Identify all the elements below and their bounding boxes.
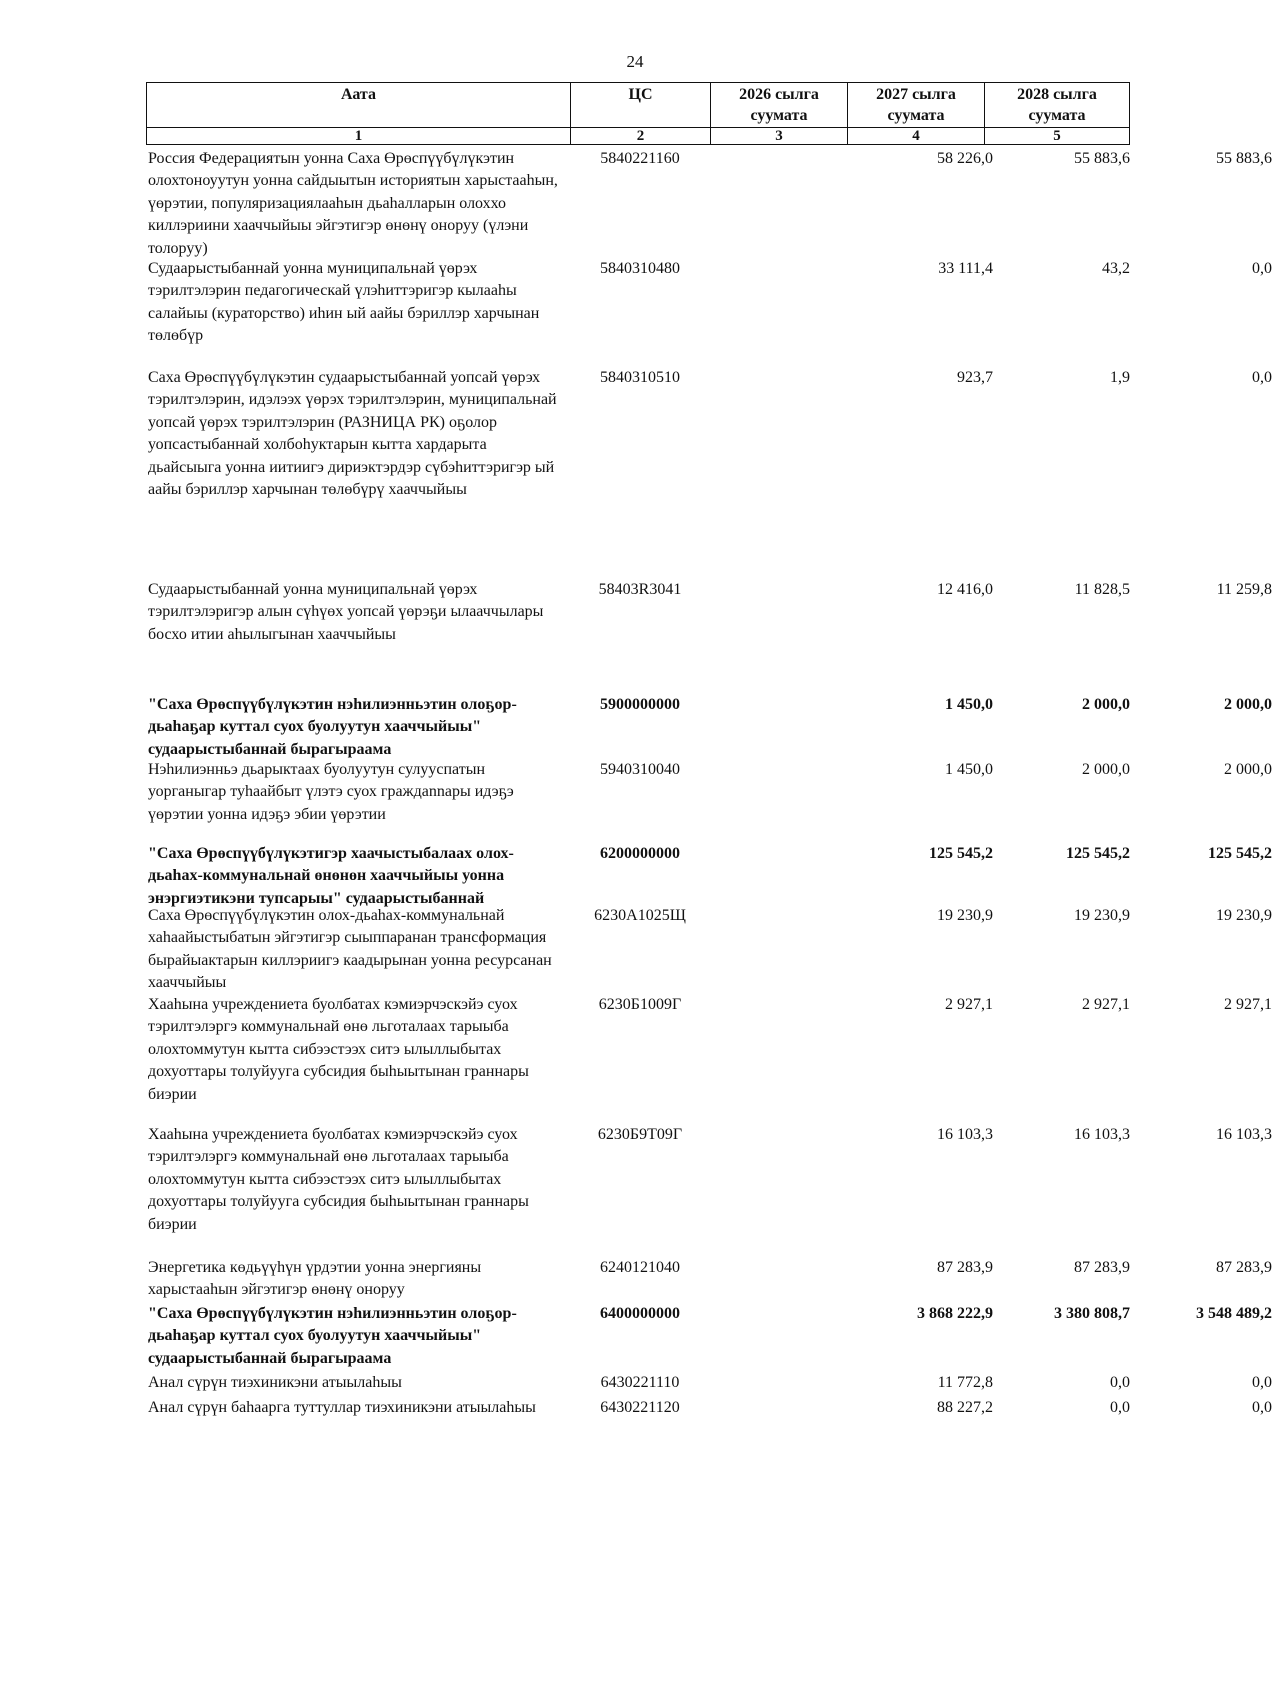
row-code: 5840310480 [600,260,680,277]
row-value-2027: 2 927,1 [1082,996,1130,1013]
row-value-2027: 3 380 808,7 [1054,1305,1130,1322]
row-value-2026: 16 103,3 [937,1126,993,1143]
page-number: 24 [626,52,644,71]
row-name: Саха Өрөспүүбүлүкэтин судаарыстыбаннай уопсай үөрэх тэрилтэлэрин, идэлээх үөрэх тэрилтэлэрин, муниципальнай уопсай үөрэх тэрилтэлэрин (РАЗНИЦА РК) оҕолор уопсастыбаннай холбоһуктарын кытта хардарыта дьайсыыга уонна иитиигэ дириэктэрдэр сүбэһиттэригэр ый аайы бэриллэр харчынан төлөбүрү хааччыйыы [148,369,557,499]
row-code: 6430221110 [600,1374,680,1391]
row-name: "Саха Өрөспүүбүлүкэтин нэһилиэнньэтин олоҕор-дьаһаҕар куттал суох буолуутун хааччыйыы" судаарыстыбаннай бырагыраама [148,696,517,758]
row-value-2027: 43,2 [1102,260,1130,277]
row-code: 5940310040 [600,761,680,778]
row-value-2027: 2 000,0 [1082,696,1130,713]
row-value-2028: 0,0 [1252,260,1272,277]
row-value-2026: 1 450,0 [945,696,993,713]
row-value-2026: 125 545,2 [929,845,993,862]
row-value-2027: 19 230,9 [1074,907,1130,924]
header-2028: 2028 сылга суумата [985,83,1130,128]
row-value-2027: 0,0 [1110,1374,1130,1391]
row-value-2026: 88 227,2 [937,1399,993,1416]
row-name: Россия Федерациятын уонна Саха Өрөспүүбүлүкэтин олохтоноуутун уонна сайдыытын историятын харыстааһын, үөрэтии, популяризациялааһын дьаһалларын олоххо киллэриини хааччыйыы эйгэтигэр өнөнү онoруу (үлэни толоруу) [148,150,558,257]
row-code: 6230Б9Т09Г [597,1126,683,1143]
row-value-2027: 16 103,3 [1074,1126,1130,1143]
row-value-2028: 0,0 [1252,369,1272,386]
row-value-2028: 11 259,8 [1216,581,1272,598]
row-name: "Саха Өрөспүүбүлүкэтигэр хаачыстыбалаах олох-дьаһах-коммунальнай өнөнөн хааччыйыы уонна энэргиэтикэни тупсарыы" судаарыстыбаннай [148,845,514,907]
row-code: 5840221160 [600,150,680,167]
row-value-2027: 87 283,9 [1074,1259,1130,1276]
row-name: "Саха Өрөспүүбүлүкэтин нэһилиэнньэтин олоҕор-дьаһаҕар куттал суох буолуутун хааччыйыы" судаарыстыбаннай бырагыраама [148,1305,517,1367]
table-header [146,82,1130,145]
row-value-2027: 125 545,2 [1066,845,1130,862]
row-value-2028: 2 000,0 [1224,696,1272,713]
row-value-2028: 0,0 [1252,1399,1272,1416]
row-value-2028: 0,0 [1252,1374,1272,1391]
row-name: Саха Өрөспүүбүлүкэтин олох-дьаһах-коммунальнай хаһаайыстыбатын эйгэтигэр сыыппаранан трансформация бырайыактарын киллэриигэ каадырынан уонна ресурсанан хааччыйыы [148,907,552,992]
column-number: 1 [147,128,571,145]
row-value-2026: 923,7 [957,369,993,386]
row-value-2026: 11 772,8 [937,1374,993,1391]
row-value-2026: 2 927,1 [945,996,993,1013]
header-code: ЦС [571,83,711,128]
row-name: Анал сүрүн баһаарга туттуллар тиэхиникэни атыылаһыы [148,1399,536,1416]
row-name: Судаарыстыбаннай уонна муниципальнай үөрэх тэрилтэлэрин педагогическай үлэһиттэригэр кылааһы салайыы (кураторство) иһин ый аайы бэриллэр харчынан төлөбүр [148,260,540,345]
row-value-2028: 55 883,6 [1216,150,1272,167]
row-value-2027: 11 828,5 [1074,581,1130,598]
row-value-2028: 3 548 489,2 [1196,1305,1272,1322]
row-value-2026: 1 450,0 [945,761,993,778]
row-code: 6200000000 [600,845,680,862]
row-value-2027: 2 000,0 [1082,761,1130,778]
row-code: 6230Б1009Г [598,996,682,1013]
row-value-2026: 33 111,4 [938,260,993,277]
header-2027: 2027 сылга суумата [848,83,985,128]
row-value-2028: 2 000,0 [1224,761,1272,778]
row-name: Судаарыстыбаннай уонна муниципальнай үөрэх тэрилтэлэригэр алын сүһүөх уопсай үөрэҕи ылааччылары босхо итии аһылыгынан хааччыйыы [148,581,544,643]
row-code: 6400000000 [600,1305,680,1322]
row-value-2026: 58 226,0 [937,150,993,167]
row-value-2026: 3 868 222,9 [917,1305,993,1322]
row-value-2028: 125 545,2 [1208,845,1272,862]
row-value-2028: 2 927,1 [1224,996,1272,1013]
column-number: 3 [711,128,848,145]
row-code: 58403R3041 [598,581,682,598]
row-value-2028: 87 283,9 [1216,1259,1272,1276]
budget-table [146,82,1272,1416]
row-name: Нэһилиэнньэ дьарыктаах буолуутун сулууспатын уорганыгар туһаайбыт үлэтэ суох граждannары идэҕэ үөрэтии уонна идэҕэ эбии үөрэтии [148,761,514,823]
header-name: Аата [147,83,571,128]
row-name: Хааһына учреждениета буолбатах кэмиэрчэскэйэ суох тэрилтэлэргэ коммунальнай өнө льготалаах тарыыба олохтоммутун кытта сибээстээх ситэ ылыллыбытах дохуоттары толуйууга субсидия быһыытынан граннары биэрии [148,996,529,1103]
column-number: 2 [571,128,711,145]
row-value-2026: 12 416,0 [937,581,993,598]
row-code: 6230А1025Щ [594,907,686,924]
row-value-2026: 19 230,9 [937,907,993,924]
row-value-2026: 87 283,9 [937,1259,993,1276]
row-name: Энергетика көдьүүһүн үрдэтии уонна энергияны харыстааһын эйгэтигэр өнөнү онoруу [148,1259,482,1299]
row-value-2027: 1,9 [1110,369,1130,386]
row-value-2028: 16 103,3 [1216,1126,1272,1143]
row-value-2027: 55 883,6 [1074,150,1130,167]
row-name: Анал сүрүн тиэхиникэни атыылаһыы [148,1374,402,1391]
column-number: 5 [985,128,1130,145]
column-number: 4 [848,128,985,145]
row-code: 5900000000 [600,696,680,713]
row-code: 5840310510 [600,369,680,386]
row-value-2027: 0,0 [1110,1399,1130,1416]
row-code: 6240121040 [600,1259,680,1276]
row-code: 6430221120 [600,1399,680,1416]
row-name: Хааһына учреждениета буолбатах кэмиэрчэскэйэ суох тэрилтэлэргэ коммунальнай өнө льготалаах тарыыба олохтоммутун кытта сибээстээх ситэ ылыллыбытах дохуоттары толуйууга субсидия быһыытынан граннары биэрии [148,1126,529,1233]
header-2026: 2026 сылга суумата [711,83,848,128]
row-value-2028: 19 230,9 [1216,907,1272,924]
